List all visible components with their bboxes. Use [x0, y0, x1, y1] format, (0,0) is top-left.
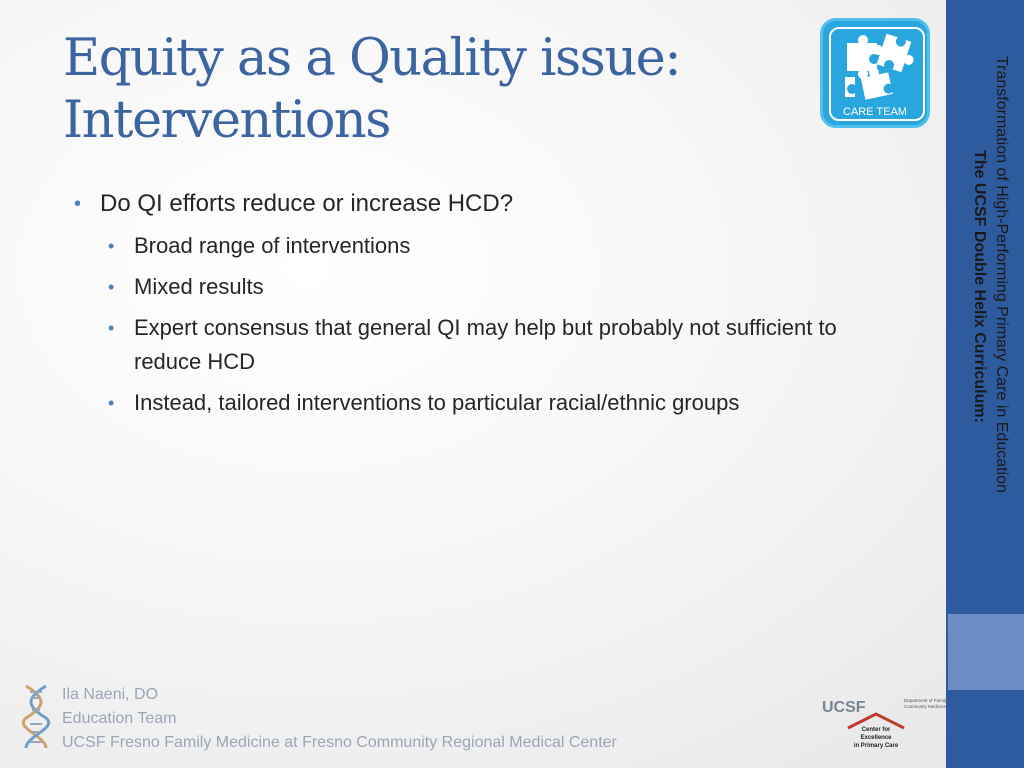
sub-bullet-item: [72, 229, 932, 263]
title-line-1: Equity as a Quality issue:: [63, 29, 681, 88]
sub-bullet-item: [72, 311, 854, 379]
bullet-item: [72, 186, 932, 222]
footer-team: Education Team: [62, 710, 177, 727]
footer-institution: UCSF Fresno Family Medicine at Fresno Community Regional Medical Center: [62, 734, 617, 751]
sidebar-accent-block: [948, 614, 1024, 690]
bullet-text: Instead, tailored interventions to particular racial/ethnic groups: [134, 390, 740, 415]
bullet-list: [72, 186, 932, 420]
center-line-2: Excellence: [860, 735, 892, 741]
roof-icon: [848, 714, 904, 728]
sub-bullet-item: [72, 386, 932, 420]
dna-helix-icon: [22, 684, 50, 750]
bullet-dot-icon: •: [108, 277, 115, 297]
center-line-3: in Primary Care: [853, 743, 899, 749]
ucsf-center-logo: [820, 694, 952, 752]
title-line-2: Interventions: [63, 91, 390, 150]
curriculum-title: The UCSF Double Helix Curriculum:: [971, 150, 988, 423]
department-line-2: Community Medicine: [904, 704, 947, 709]
department-line-1: Department of Family &: [904, 698, 952, 703]
bullet-text: Mixed results: [134, 274, 264, 299]
curriculum-vertical-text: [952, 56, 1012, 576]
center-line-1: Center for: [861, 727, 891, 733]
curriculum-subtitle: Transformation of High-Performing Primary Care in Education: [993, 56, 1010, 493]
bullet-dot-icon: •: [108, 318, 115, 338]
bullet-dot-icon: •: [108, 393, 115, 413]
ucsf-wordmark: UCSF: [822, 699, 866, 716]
puzzle-icon: [841, 33, 911, 99]
care-team-logo: [820, 18, 930, 128]
sub-bullet-item: [72, 270, 932, 304]
bullet-text: Do QI efforts reduce or increase HCD?: [100, 190, 514, 217]
vertical-text-block: [968, 56, 1012, 576]
bullet-text: Expert consensus that general QI may help but probably not sufficient to reduce HCD: [134, 315, 837, 374]
sidebar-bottom-block: [946, 690, 1024, 768]
footer-author: Ila Naeni, DO: [62, 686, 159, 703]
slide-title: [63, 28, 783, 152]
bullet-text: Broad range of interventions: [134, 233, 411, 258]
logo-label: CARE TEAM: [843, 106, 907, 118]
footer-credits: [62, 683, 617, 755]
bullet-dot-icon: •: [108, 236, 115, 256]
bullet-dot-icon: •: [74, 193, 82, 215]
